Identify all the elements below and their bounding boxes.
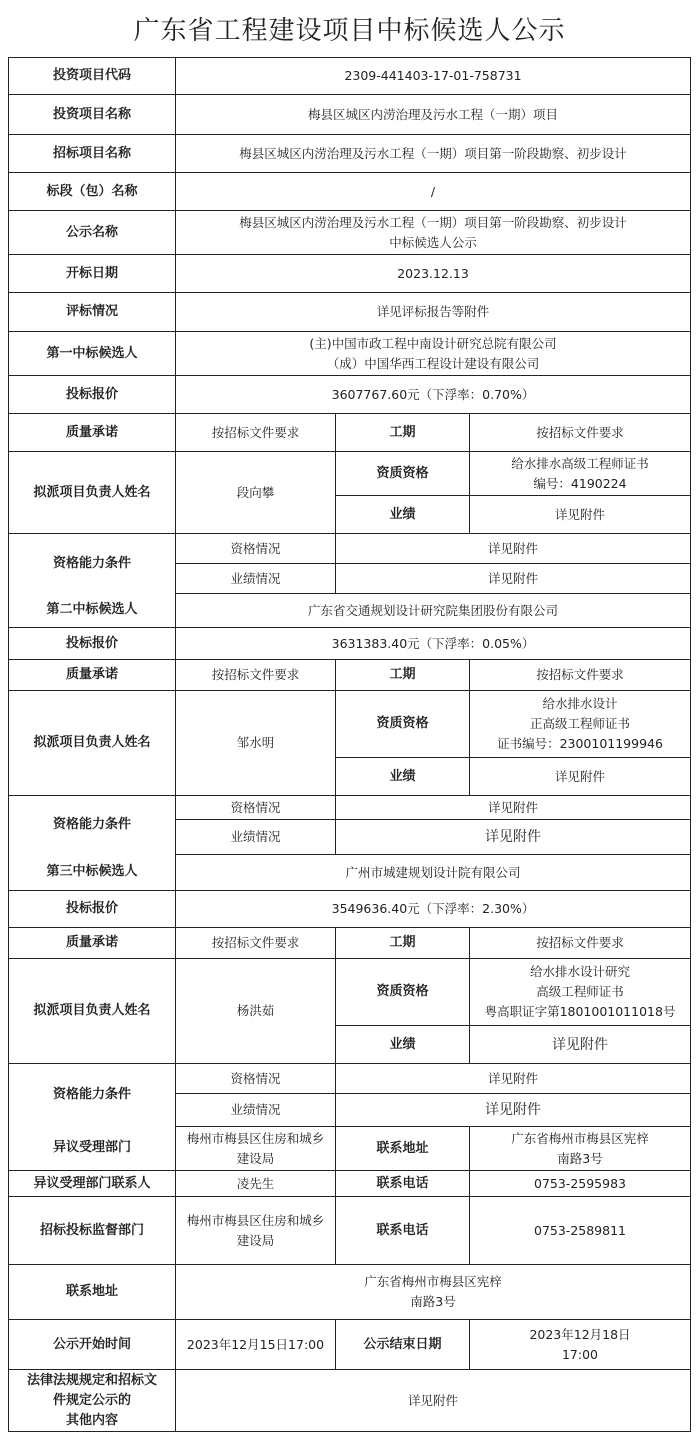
value-objection-addr bbox=[470, 1127, 691, 1171]
row-dates bbox=[9, 1320, 691, 1370]
value-objection-dept bbox=[176, 1127, 336, 1171]
label-candidate2-cap: 资格能力条件 bbox=[9, 796, 176, 855]
value-candidate1-perf-status: 详见附件 bbox=[336, 564, 691, 594]
value-candidate1-cert bbox=[470, 452, 691, 496]
objection-dept-line2: 建设局 bbox=[236, 1150, 275, 1166]
value-end-date bbox=[470, 1320, 691, 1370]
label-candidate2-period: 工期 bbox=[336, 660, 470, 691]
label-objection-addr: 联系地址 bbox=[336, 1127, 470, 1171]
row-candidate1-quality bbox=[9, 414, 691, 452]
label-candidate2: 第二中标候选人 bbox=[9, 594, 176, 628]
label-candidate1-qual-status: 资格情况 bbox=[176, 534, 336, 564]
label-candidate3-cert: 资质资格 bbox=[336, 959, 470, 1026]
row-review bbox=[9, 293, 691, 332]
value-review: 详见评标报告等附件 bbox=[176, 293, 691, 332]
label-candidate3-quality: 质量承诺 bbox=[9, 928, 176, 959]
label-section: 标段（包）名称 bbox=[9, 173, 176, 211]
value-notice-name bbox=[176, 211, 691, 255]
value-candidate2-perf-status: 详见附件 bbox=[336, 820, 691, 855]
label-candidate1: 第一中标候选人 bbox=[9, 332, 176, 376]
label-candidate1-price: 投标报价 bbox=[9, 376, 176, 414]
label-candidate2-price: 投标报价 bbox=[9, 628, 176, 660]
objection-addr-line1: 广东省梅州市梅县区宪梓 bbox=[511, 1130, 649, 1146]
value-other: 详见附件 bbox=[176, 1370, 691, 1432]
candidate3-cert-line1: 给水排水设计研究 bbox=[530, 964, 631, 979]
value-candidate3-perf-status: 详见附件 bbox=[336, 1094, 691, 1127]
value-invest-name: 梅县区城区内涝治理及污水工程（一期）项目 bbox=[176, 95, 691, 135]
notice-name-line1: 梅县区城区内涝治理及污水工程（一期）项目第一阶段勘察、初步设计 bbox=[239, 214, 627, 230]
notice-name-line2: 中标候选人公示 bbox=[389, 234, 477, 250]
value-candidate2-cert bbox=[470, 691, 691, 758]
objection-addr-line2: 南路3号 bbox=[557, 1150, 603, 1166]
row-candidate2-pm bbox=[9, 691, 691, 758]
row-invest-name bbox=[9, 95, 691, 135]
value-candidate1-period: 按招标文件要求 bbox=[470, 414, 691, 452]
candidate3-cert-line2: 高级工程师证书 bbox=[536, 984, 624, 999]
page-title: 广东省工程建设项目中标候选人公示 bbox=[133, 15, 566, 46]
end-date-line1: 2023年12月18日 bbox=[529, 1326, 631, 1342]
candidate2-cert-line1: 给水排水设计 bbox=[542, 696, 618, 711]
objection-dept-line1: 梅州市梅县区住房和城乡 bbox=[186, 1130, 325, 1146]
row-supervision-addr bbox=[9, 1265, 691, 1320]
row-candidate2-price bbox=[9, 628, 691, 660]
candidate2-cert-line3: 证书编号：2300101199946 bbox=[497, 736, 663, 751]
row-candidate3-quality bbox=[9, 928, 691, 959]
label-candidate2-cert: 资质资格 bbox=[336, 691, 470, 758]
label-candidate2-perf: 业绩 bbox=[336, 758, 470, 796]
label-review: 评标情况 bbox=[9, 293, 176, 332]
value-candidate1-quality: 按招标文件要求 bbox=[176, 414, 336, 452]
value-candidate1-qual-status: 详见附件 bbox=[336, 534, 691, 564]
label-supervision-dept: 招标投标监督部门 bbox=[9, 1197, 176, 1265]
label-start-time: 公示开始时间 bbox=[9, 1320, 176, 1370]
label-end-date: 公示结束日期 bbox=[336, 1320, 470, 1370]
value-candidate3-pm: 杨洪茹 bbox=[176, 959, 336, 1064]
value-candidate2-period: 按招标文件要求 bbox=[470, 660, 691, 691]
row-candidate1 bbox=[9, 332, 691, 376]
value-objection-contact: 凌先生 bbox=[176, 1171, 336, 1197]
label-supervision-phone: 联系电话 bbox=[336, 1197, 470, 1265]
row-candidate1-qual bbox=[9, 534, 691, 564]
row-candidate1-price bbox=[9, 376, 691, 414]
value-supervision-phone: 0753-2589811 bbox=[470, 1197, 691, 1265]
label-candidate1-cap: 资格能力条件 bbox=[9, 534, 176, 594]
value-candidate2-quality: 按招标文件要求 bbox=[176, 660, 336, 691]
value-candidate3-qual-status: 详见附件 bbox=[336, 1064, 691, 1094]
value-candidate3-price: 3549636.40元（下浮率：2.30%） bbox=[176, 891, 691, 928]
row-candidate3-price bbox=[9, 891, 691, 928]
label-candidate2-pm: 拟派项目负责人姓名 bbox=[9, 691, 176, 796]
value-candidate2-price: 3631383.40元（下浮率：0.05%） bbox=[176, 628, 691, 660]
row-objection-contact bbox=[9, 1171, 691, 1197]
label-candidate3-qual-status: 资格情况 bbox=[176, 1064, 336, 1094]
label-notice-name: 公示名称 bbox=[9, 211, 176, 255]
value-objection-phone: 0753-2595983 bbox=[470, 1171, 691, 1197]
row-project-code bbox=[9, 58, 691, 95]
supervision-addr-line1: 广东省梅州市梅县区宪梓 bbox=[364, 1274, 502, 1289]
label-candidate3: 第三中标候选人 bbox=[9, 855, 176, 891]
row-candidate3-qual bbox=[9, 1064, 691, 1094]
label-objection-phone: 联系电话 bbox=[336, 1171, 470, 1197]
value-candidate2-pm: 邹水明 bbox=[176, 691, 336, 796]
label-other bbox=[9, 1370, 176, 1432]
label-bid-name: 招标项目名称 bbox=[9, 135, 176, 173]
label-candidate1-perf: 业绩 bbox=[336, 496, 470, 534]
candidate1-cert-line1: 给水排水高级工程师证书 bbox=[511, 455, 649, 471]
label-candidate1-quality: 质量承诺 bbox=[9, 414, 176, 452]
row-candidate2-qual bbox=[9, 796, 691, 820]
other-label-line3: 其他内容 bbox=[65, 1412, 118, 1428]
value-candidate1-price: 3607767.60元（下浮率：0.70%） bbox=[176, 376, 691, 414]
supervision-dept-line1: 梅州市梅县区住房和城乡 bbox=[186, 1212, 325, 1228]
row-notice-name bbox=[9, 211, 691, 255]
label-objection-dept: 异议受理部门 bbox=[9, 1127, 176, 1171]
notice-table bbox=[8, 57, 691, 1432]
row-other bbox=[9, 1370, 691, 1432]
label-candidate3-price: 投标报价 bbox=[9, 891, 176, 928]
value-section: / bbox=[176, 173, 691, 211]
label-candidate1-cert: 资质资格 bbox=[336, 452, 470, 496]
row-section bbox=[9, 173, 691, 211]
label-candidate2-qual-status: 资格情况 bbox=[176, 796, 336, 820]
value-supervision-dept bbox=[176, 1197, 336, 1265]
value-candidate1-perf: 详见附件 bbox=[470, 496, 691, 534]
value-start-time: 2023年12月15日17:00 bbox=[176, 1320, 336, 1370]
label-candidate3-cap: 资格能力条件 bbox=[9, 1064, 176, 1127]
row-candidate1-pm bbox=[9, 452, 691, 496]
value-candidate3-cert bbox=[470, 959, 691, 1026]
other-label-line2: 件规定公示的 bbox=[52, 1392, 131, 1408]
row-open-date bbox=[9, 255, 691, 293]
value-candidate2-perf: 详见附件 bbox=[470, 758, 691, 796]
other-label-line1: 法律法规规定和招标文 bbox=[26, 1372, 157, 1388]
row-supervision bbox=[9, 1197, 691, 1265]
value-candidate1-pm: 段向攀 bbox=[176, 452, 336, 534]
row-candidate2 bbox=[9, 594, 691, 628]
candidate3-cert-line3: 粤高职证字第1801001011018号 bbox=[484, 1004, 676, 1019]
value-candidate3: 广州市城建规划设计院有限公司 bbox=[176, 855, 691, 891]
row-bid-name bbox=[9, 135, 691, 173]
candidate1-line1: (主)中国市政工程中南设计研究总院有限公司 bbox=[309, 335, 557, 351]
value-bid-name: 梅县区城区内涝治理及污水工程（一期）项目第一阶段勘察、初步设计 bbox=[176, 135, 691, 173]
value-project-code: 2309-441403-17-01-758731 bbox=[176, 58, 691, 95]
value-candidate1 bbox=[176, 332, 691, 376]
supervision-addr-line2: 南路3号 bbox=[410, 1294, 456, 1309]
candidate2-cert-line2: 正高级工程师证书 bbox=[530, 716, 631, 731]
row-objection-dept bbox=[9, 1127, 691, 1171]
value-supervision-addr bbox=[176, 1265, 691, 1320]
label-project-code: 投资项目代码 bbox=[9, 58, 176, 95]
candidate1-cert-line2: 编号：4190224 bbox=[533, 475, 627, 491]
label-candidate1-pm: 拟派项目负责人姓名 bbox=[9, 452, 176, 534]
label-candidate1-period: 工期 bbox=[336, 414, 470, 452]
value-candidate2-qual-status: 详见附件 bbox=[336, 796, 691, 820]
label-open-date: 开标日期 bbox=[9, 255, 176, 293]
label-candidate3-period: 工期 bbox=[336, 928, 470, 959]
end-date-line2: 17:00 bbox=[561, 1346, 599, 1362]
supervision-dept-line2: 建设局 bbox=[236, 1232, 275, 1248]
label-candidate2-perf-status: 业绩情况 bbox=[176, 820, 336, 855]
label-supervision-addr: 联系地址 bbox=[9, 1265, 176, 1320]
row-candidate2-quality bbox=[9, 660, 691, 691]
candidate1-line2: （成）中国华西工程设计建设有限公司 bbox=[326, 355, 540, 371]
row-candidate3-pm bbox=[9, 959, 691, 1026]
label-candidate3-perf-status: 业绩情况 bbox=[176, 1094, 336, 1127]
label-candidate3-perf: 业绩 bbox=[336, 1026, 470, 1064]
value-candidate3-period: 按招标文件要求 bbox=[470, 928, 691, 959]
label-candidate2-quality: 质量承诺 bbox=[9, 660, 176, 691]
value-open-date: 2023.12.13 bbox=[176, 255, 691, 293]
label-objection-contact: 异议受理部门联系人 bbox=[9, 1171, 176, 1197]
row-candidate3 bbox=[9, 855, 691, 891]
value-candidate2: 广东省交通规划设计研究院集团股份有限公司 bbox=[176, 594, 691, 628]
label-invest-name: 投资项目名称 bbox=[9, 95, 176, 135]
value-candidate3-quality: 按招标文件要求 bbox=[176, 928, 336, 959]
label-candidate3-pm: 拟派项目负责人姓名 bbox=[9, 959, 176, 1064]
label-candidate1-perf-status: 业绩情况 bbox=[176, 564, 336, 594]
value-candidate3-perf: 详见附件 bbox=[470, 1026, 691, 1064]
